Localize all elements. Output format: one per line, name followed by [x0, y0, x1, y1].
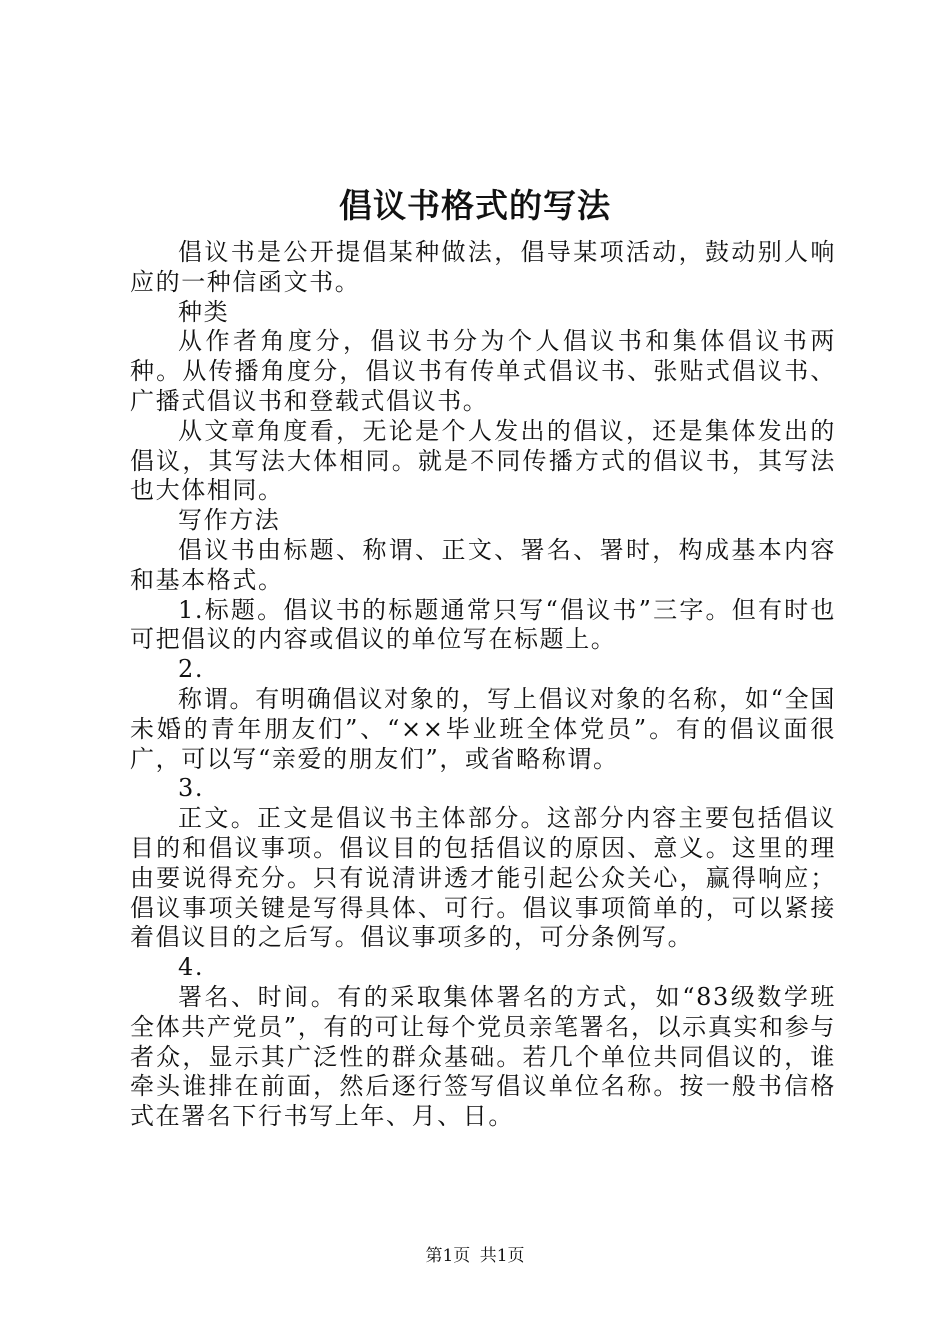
paragraph-writing-similarity: 从文章角度看，无论是个人发出的倡议，还是集体发出的倡议，其写法大体相同。就是不同传播方式的倡议书，其写法也大体相同。 [130, 416, 836, 505]
item-number-3: 3. [178, 774, 205, 803]
paragraph-item-body: 正文。正文是倡议书主体部分。这部分内容主要包括倡议目的和倡议事项。倡议目的包括倡议的原因、意义。这里的理由要说得充分。只有说清讲透才能引起公众关心，赢得响应；倡议事项关键是写得具体、可行。倡议事项简单的，可以紧接着倡议目的之后写。倡议事项多的，可分条例写。 [130, 804, 836, 952]
paragraph-categories: 从作者角度分，倡议书分为个人倡议书和集体倡议书两种。从传播角度分，倡议书有传单式倡议书、张贴式倡议书、广播式倡议书和登载式倡议书。 [130, 327, 836, 415]
document-title: 倡议书格式的写法 [339, 186, 611, 225]
document-body [130, 238, 836, 1132]
paragraph-item-title: 1.标题。倡议书的标题通常只写“倡议书”三字。但有时也可把倡议的内容或倡议的单位写在标题上。 [130, 595, 836, 654]
item-number-2: 2. [178, 655, 205, 684]
paragraph-item-signature: 署名、时间。有的采取集体署名的方式，如“83级数学班全体共产党员”，有的可让每个党员亲笔署名，以示真实和参与者众，显示其广泛性的群众基础。若几个单位共同倡议的，谁牵头谁排在前面，然后逐行签写倡议单位名称。按一般书信格式在署名下行书写上年、月、日。 [130, 982, 836, 1131]
paragraph-structure: 倡议书由标题、称谓、正文、署名、署时，构成基本内容和基本格式。 [130, 535, 836, 594]
page-footer: 第1页 共1页 [425, 1246, 525, 1266]
heading-categories: 种类 [178, 297, 230, 326]
paragraph-intro: 倡议书是公开提倡某种做法，倡导某项活动，鼓动别人响应的一种信函文书。 [130, 238, 836, 296]
item-number-4: 4. [178, 953, 205, 982]
heading-writing-method: 写作方法 [178, 506, 281, 535]
paragraph-item-salutation: 称谓。有明确倡议对象的，写上倡议对象的名称，如“全国未婚的青年朋友们”、“××毕业班全体党员”。有的倡议面很广，可以写“亲爱的朋友们”，或省略称谓。 [130, 684, 836, 773]
